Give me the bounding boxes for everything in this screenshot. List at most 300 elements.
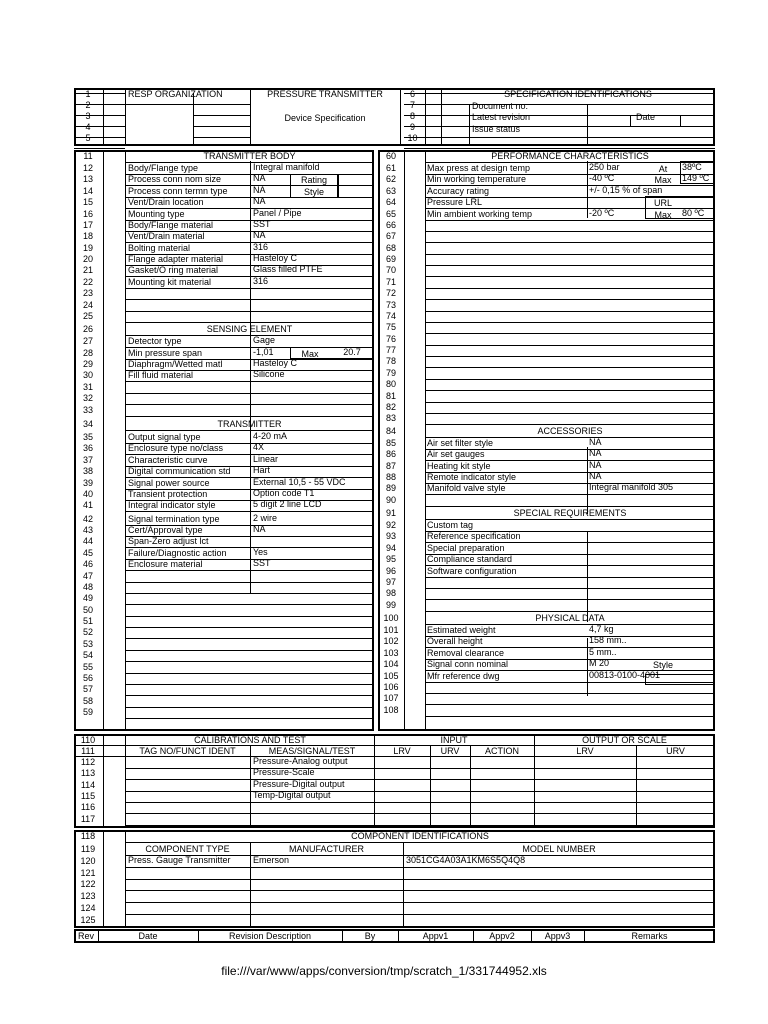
field-value: 158 mm..: [589, 635, 627, 646]
grid-line: [74, 148, 125, 149]
grid-line: [473, 929, 474, 943]
grid-line: [342, 929, 343, 943]
column-header: ACTION: [484, 746, 519, 756]
grid-line: [125, 593, 374, 594]
field-value: SST: [253, 218, 271, 229]
field-label: Reference specification: [427, 531, 521, 542]
row-number: 99: [385, 599, 396, 610]
row-number: 11: [83, 151, 93, 161]
row-number: 32: [82, 393, 93, 404]
row-number: 75: [385, 322, 396, 333]
row-number: 112: [80, 757, 96, 767]
row-number: 81: [385, 390, 396, 401]
grid-line: [193, 115, 250, 116]
column-header: URV: [666, 746, 685, 756]
row-number: 87: [385, 460, 396, 471]
field-value: -1,01: [253, 346, 274, 357]
grid-line: [470, 745, 471, 828]
grid-line: [425, 494, 715, 495]
field-label: Detector type: [128, 336, 182, 347]
row-number: 34: [82, 418, 93, 429]
field-label: Air set filter style: [427, 437, 494, 448]
grid-line: [425, 611, 715, 612]
row-number: 2: [85, 100, 91, 110]
field-label: Manifold valve style: [427, 483, 506, 494]
grid-line: [125, 825, 715, 826]
field-value: 250 bar: [589, 162, 620, 172]
latest-revision-label: Latest revision: [472, 112, 531, 122]
column-header: LRV: [576, 746, 594, 756]
field-value: NA: [589, 448, 602, 459]
row-number: 78: [385, 356, 396, 367]
field-label: Bolting material: [128, 242, 191, 253]
row-number: 35: [82, 431, 93, 442]
field-label: Transient protection: [128, 488, 208, 499]
field-label: Signal conn nominal: [427, 659, 509, 670]
field-value: 4X: [253, 442, 265, 453]
row-number: 49: [82, 593, 93, 604]
grid-line: [404, 150, 405, 731]
field-value: M 20: [589, 658, 610, 669]
grid-line: [425, 413, 715, 414]
field-label: Cert/Approval type: [128, 525, 203, 536]
grid-line: [125, 926, 715, 927]
grid-line: [425, 704, 715, 705]
field-value: +/- 0,15 % of span: [589, 184, 663, 195]
grid-line: [103, 150, 104, 731]
field-value: NA: [253, 230, 266, 241]
max-pressure-box: [290, 347, 374, 359]
field-value: Hart: [253, 465, 271, 476]
url-max-box: [645, 196, 715, 219]
field-label: Failure/Diagnostic action: [128, 547, 227, 558]
grid-line: [125, 768, 715, 769]
row-number: 69: [385, 254, 396, 265]
component-type: Press. Gauge Transmitter: [128, 855, 231, 865]
field-value: 316: [253, 241, 269, 252]
grid-line: [125, 627, 374, 628]
grid-line: [125, 718, 374, 719]
row-number: 21: [82, 265, 93, 276]
field-value: Option code T1: [253, 487, 315, 498]
field-value: Silicone: [253, 369, 285, 380]
grid-line: [125, 88, 126, 146]
grid-line: [125, 813, 715, 814]
sub-label: Max: [654, 209, 672, 220]
field-value: 2 wire: [253, 512, 278, 523]
row-number: 28: [82, 347, 93, 358]
row-number: 7: [409, 100, 415, 110]
grid-line: [425, 506, 715, 507]
row-number: 103: [383, 647, 399, 658]
row-number: 53: [82, 638, 93, 649]
row-number: 23: [82, 288, 93, 299]
field-value: -40 ºC: [589, 173, 615, 184]
grid-line: [587, 161, 588, 218]
field-label: Removal clearance: [427, 647, 505, 658]
field-value: NA: [253, 524, 266, 535]
grid-line: [425, 577, 715, 578]
row-number: 89: [385, 483, 396, 494]
grid-line: [587, 531, 588, 622]
grid-line: [630, 115, 631, 126]
field-value: Hasteloy C: [253, 253, 298, 264]
row-number: 72: [385, 288, 396, 299]
grid-line: [587, 104, 588, 146]
row-number: 6: [409, 89, 415, 99]
row-number: 95: [385, 554, 396, 565]
row-number: 45: [82, 547, 93, 558]
row-number: 25: [82, 310, 93, 321]
row-number: 59: [82, 707, 93, 718]
test-type: Pressure-Analog output: [253, 756, 348, 766]
field-label: Characteristic curve: [128, 454, 208, 465]
grid-line: [587, 638, 588, 696]
row-number: 85: [385, 437, 396, 448]
field-label: Compliance standard: [427, 554, 513, 565]
field-value: 00813-0100-4001: [589, 669, 661, 680]
row-number: 122: [80, 879, 96, 890]
row-number: 12: [82, 163, 93, 173]
grid-line: [425, 299, 715, 300]
field-value: NA: [589, 459, 602, 470]
field-value: 4-20 mA: [253, 430, 288, 441]
row-number: 65: [385, 208, 396, 219]
row-number: 30: [82, 370, 93, 381]
row-number: 118: [80, 831, 96, 841]
field-label: Enclosure material: [128, 559, 203, 570]
sub-label: Style: [652, 660, 673, 671]
grid-line: [425, 588, 715, 589]
field-label: Min working temperature: [427, 174, 527, 185]
revision-column-header: Appv2: [489, 931, 515, 941]
grid-line: [125, 802, 715, 803]
field-label: Gasket/O ring material: [128, 265, 219, 276]
row-number: 19: [82, 242, 93, 253]
row-number: 73: [385, 299, 396, 310]
grid-line: [125, 695, 374, 696]
row-number: 52: [82, 627, 93, 638]
column-header: COMPONENT TYPE: [145, 844, 230, 854]
row-number: 36: [82, 443, 93, 454]
grid-line: [531, 929, 532, 943]
grid-line: [125, 604, 374, 605]
field-label: Min pressure span: [128, 347, 203, 358]
grid-line: [103, 734, 104, 828]
grid-line: [680, 115, 681, 126]
grid-line: [425, 288, 715, 289]
pressure-transmitter-title: PRESSURE TRANSMITTER: [267, 89, 383, 99]
field-value: 316: [253, 275, 269, 286]
field-label: Mounting kit material: [128, 276, 212, 287]
grid-line: [250, 161, 251, 593]
row-number: 41: [82, 500, 93, 511]
test-type: Temp-Digital output: [253, 789, 331, 800]
grid-line: [103, 830, 104, 928]
field-value: Glass filled PTFE: [253, 264, 323, 275]
grid-line: [587, 137, 715, 138]
field-value: Hasteloy C: [253, 358, 298, 369]
grid-line: [193, 137, 250, 138]
section-title: SPECIAL REQUIREMENTS: [513, 508, 627, 519]
row-number: 114: [80, 779, 96, 790]
row-number: 14: [82, 185, 93, 196]
row-number: 56: [82, 672, 93, 683]
grid-line: [425, 322, 715, 323]
calibration-title: CALIBRATIONS AND TEST: [194, 735, 306, 745]
grid-line: [425, 345, 715, 346]
grid-line: [425, 265, 715, 266]
row-number: 60: [385, 151, 396, 161]
field-label: Overall height: [427, 636, 483, 647]
grid-line: [125, 842, 715, 843]
row-number: 76: [385, 333, 396, 344]
row-number: 80: [385, 379, 396, 390]
row-number: 40: [82, 488, 93, 499]
grid-line: [425, 150, 426, 731]
row-number: 39: [82, 477, 93, 488]
row-number: 119: [80, 844, 96, 854]
row-number: 66: [385, 219, 396, 230]
row-number: 61: [385, 163, 396, 173]
file-path-footer: file:///var/www/apps/conversion/tmp/scratch_1/331744952.xls: [221, 964, 547, 978]
row-number: 77: [385, 345, 396, 356]
grid-line: [125, 791, 715, 792]
row-number: 123: [80, 891, 96, 902]
field-value: Panel / Pipe: [253, 207, 302, 218]
field-label: Diaphragm/Wetted matl: [128, 359, 223, 370]
grid-line: [374, 745, 375, 828]
row-number: 102: [383, 636, 399, 647]
column-header: LRV: [393, 746, 411, 756]
grid-line: [125, 661, 374, 662]
grid-line: [425, 716, 715, 717]
row-number: 26: [82, 324, 93, 335]
row-number: 93: [385, 531, 396, 542]
row-number: 97: [385, 576, 396, 587]
row-number: 3: [85, 111, 91, 121]
grid-line: [425, 693, 715, 694]
row-number: 37: [82, 454, 93, 465]
row-number: 108: [383, 704, 399, 715]
revision-column-header: Revision Description: [228, 931, 312, 941]
row-number: 84: [385, 425, 396, 436]
section-title: TRANSMITTER: [217, 418, 282, 429]
row-number: 63: [385, 185, 396, 196]
field-value: -20 ºC: [589, 207, 615, 218]
row-number: 64: [385, 197, 396, 208]
row-number: 42: [82, 513, 93, 524]
grid-line: [125, 150, 126, 731]
field-value: SST: [253, 558, 271, 569]
field-label: Body/Flange material: [128, 219, 214, 230]
row-number: 90: [385, 494, 396, 505]
revision-column-header: Remarks: [631, 931, 668, 941]
grid-line: [425, 356, 715, 357]
row-number: 67: [385, 231, 396, 242]
row-number: 105: [383, 670, 399, 681]
grid-line: [125, 673, 374, 674]
field-label: Process conn nom size: [128, 174, 222, 185]
resp-organization-label: RESP ORGANIZATION: [128, 89, 223, 99]
grid-line: [425, 367, 715, 368]
grid-line: [404, 148, 715, 149]
field-value: Yes: [253, 546, 268, 557]
row-number: 83: [385, 413, 396, 424]
row-number: 29: [82, 359, 93, 370]
row-number: 57: [82, 684, 93, 695]
grid-line: [125, 779, 715, 780]
grid-line: [193, 93, 194, 146]
grid-line: [125, 616, 374, 617]
field-value: 4,7 kg: [589, 624, 614, 635]
row-number: 100: [383, 613, 399, 624]
field-value: Integral manifold 305: [589, 482, 674, 493]
grid-line: [193, 126, 250, 127]
field-label: Accuracy rating: [427, 185, 490, 196]
row-number: 15: [82, 197, 93, 208]
row-number: 17: [82, 219, 93, 230]
row-number: 31: [82, 381, 93, 392]
row-number: 5: [85, 133, 91, 143]
section-title: ACCESSORIES: [537, 425, 603, 436]
row-number: 33: [82, 404, 93, 415]
row-number: 48: [82, 581, 93, 592]
revision-column-header: Date: [138, 931, 158, 941]
row-number: 62: [385, 174, 396, 185]
row-number: 121: [80, 867, 96, 878]
row-number: 58: [82, 695, 93, 706]
row-number: 13: [82, 174, 93, 185]
row-number: 18: [82, 231, 93, 242]
row-number: 46: [82, 559, 93, 570]
revision-column-header: By: [364, 931, 376, 941]
field-label: Heating kit style: [427, 460, 491, 471]
row-number: 98: [385, 588, 396, 599]
section-title: PERFORMANCE CHARACTERISTICS: [491, 151, 649, 161]
row-number: 79: [385, 367, 396, 378]
row-number: 43: [82, 525, 93, 536]
field-label: Pressure LRL: [427, 197, 483, 208]
field-label: Fill fluid material: [128, 370, 194, 381]
row-number: 70: [385, 265, 396, 276]
row-number: 38: [82, 466, 93, 477]
row-number: 27: [82, 336, 93, 347]
row-number: 125: [80, 914, 96, 925]
row-number: 10: [407, 133, 418, 143]
grid-line: [103, 88, 104, 146]
row-number: 24: [82, 299, 93, 310]
row-number: 111: [81, 746, 95, 756]
row-number: 106: [383, 681, 399, 692]
row-number: 1: [85, 89, 91, 99]
field-label: Span-Zero adjust lct: [128, 536, 209, 547]
field-value: Linear: [253, 453, 279, 464]
field-label: Flange adapter material: [128, 254, 224, 265]
row-number: 9: [409, 122, 415, 132]
section-title: PHYSICAL DATA: [535, 613, 605, 624]
grid-line: [425, 333, 715, 334]
row-number: 68: [385, 242, 396, 253]
row-number: 120: [80, 856, 96, 866]
column-header: MEAS/SIGNAL/TEST: [268, 746, 356, 756]
grid-line: [636, 745, 637, 828]
field-label: Remote indicator style: [427, 471, 517, 482]
row-number: 8: [409, 111, 415, 121]
section-title: TRANSMITTER BODY: [203, 151, 296, 161]
specification-identifications-title: SPECIFICATION IDENTIFICATIONS: [504, 89, 652, 99]
row-number: 113: [80, 768, 96, 779]
grid-line: [374, 734, 375, 745]
row-number: 44: [82, 536, 93, 547]
grid-line: [587, 126, 715, 127]
grid-line: [430, 745, 431, 828]
grid-line: [534, 734, 535, 745]
model-number: 3051CG4A03A1KM6S5Q4Q8: [406, 855, 526, 865]
row-number: 86: [385, 449, 396, 460]
at-max-box: [680, 161, 715, 184]
row-number: 107: [383, 693, 399, 704]
field-value: External 10,5 - 55 VDC: [253, 476, 346, 487]
field-label: Integral indicator style: [128, 500, 216, 511]
grid-line: [425, 276, 715, 277]
row-number: 4: [85, 122, 91, 132]
field-value: NA: [589, 470, 602, 481]
row-number: 51: [82, 616, 93, 627]
field-label: Max press at design temp: [427, 163, 531, 173]
grid-line: [125, 890, 715, 891]
issue-status-label: Issue status: [472, 124, 521, 134]
grid-line: [425, 242, 715, 243]
grid-line: [250, 745, 251, 828]
field-label: Air set gauges: [427, 449, 485, 460]
grid-line: [469, 104, 470, 146]
grid-line: [425, 402, 715, 403]
sub-value: 38ºC: [682, 162, 702, 172]
grid-line: [125, 104, 250, 105]
row-number: 110: [80, 735, 96, 745]
row-number: 55: [82, 661, 93, 672]
field-label: Signal termination type: [128, 513, 220, 524]
section-title: SENSING ELEMENT: [206, 324, 293, 335]
sub-value: 149 ºC: [682, 173, 710, 184]
field-value: Gage: [253, 335, 276, 346]
field-label: Output signal type: [128, 431, 201, 442]
device-specification-label: Device Specification: [284, 113, 366, 123]
sub-label: Max: [301, 348, 319, 359]
grid-line: [125, 879, 715, 880]
grid-line: [125, 867, 715, 868]
grid-line: [587, 447, 588, 514]
grid-line: [534, 745, 535, 828]
field-label: Estimated weight: [427, 625, 496, 636]
column-header: TAG NO/FUNCT IDENT: [139, 746, 236, 756]
grid-line: [425, 231, 715, 232]
field-value: NA: [253, 173, 266, 184]
grid-line: [425, 390, 715, 391]
row-number: 91: [385, 508, 396, 519]
revision-column-header: Appv1: [422, 931, 449, 941]
row-number: 71: [385, 276, 396, 287]
row-number: 88: [385, 471, 396, 482]
column-header: MANUFACTURER: [288, 844, 364, 854]
row-number: 92: [385, 520, 396, 531]
sub-label: URL: [653, 198, 672, 209]
row-number: 20: [82, 254, 93, 265]
grid-line: [425, 311, 715, 312]
grid-line: [125, 914, 715, 915]
output-header: OUTPUT OR SCALE: [582, 735, 667, 745]
